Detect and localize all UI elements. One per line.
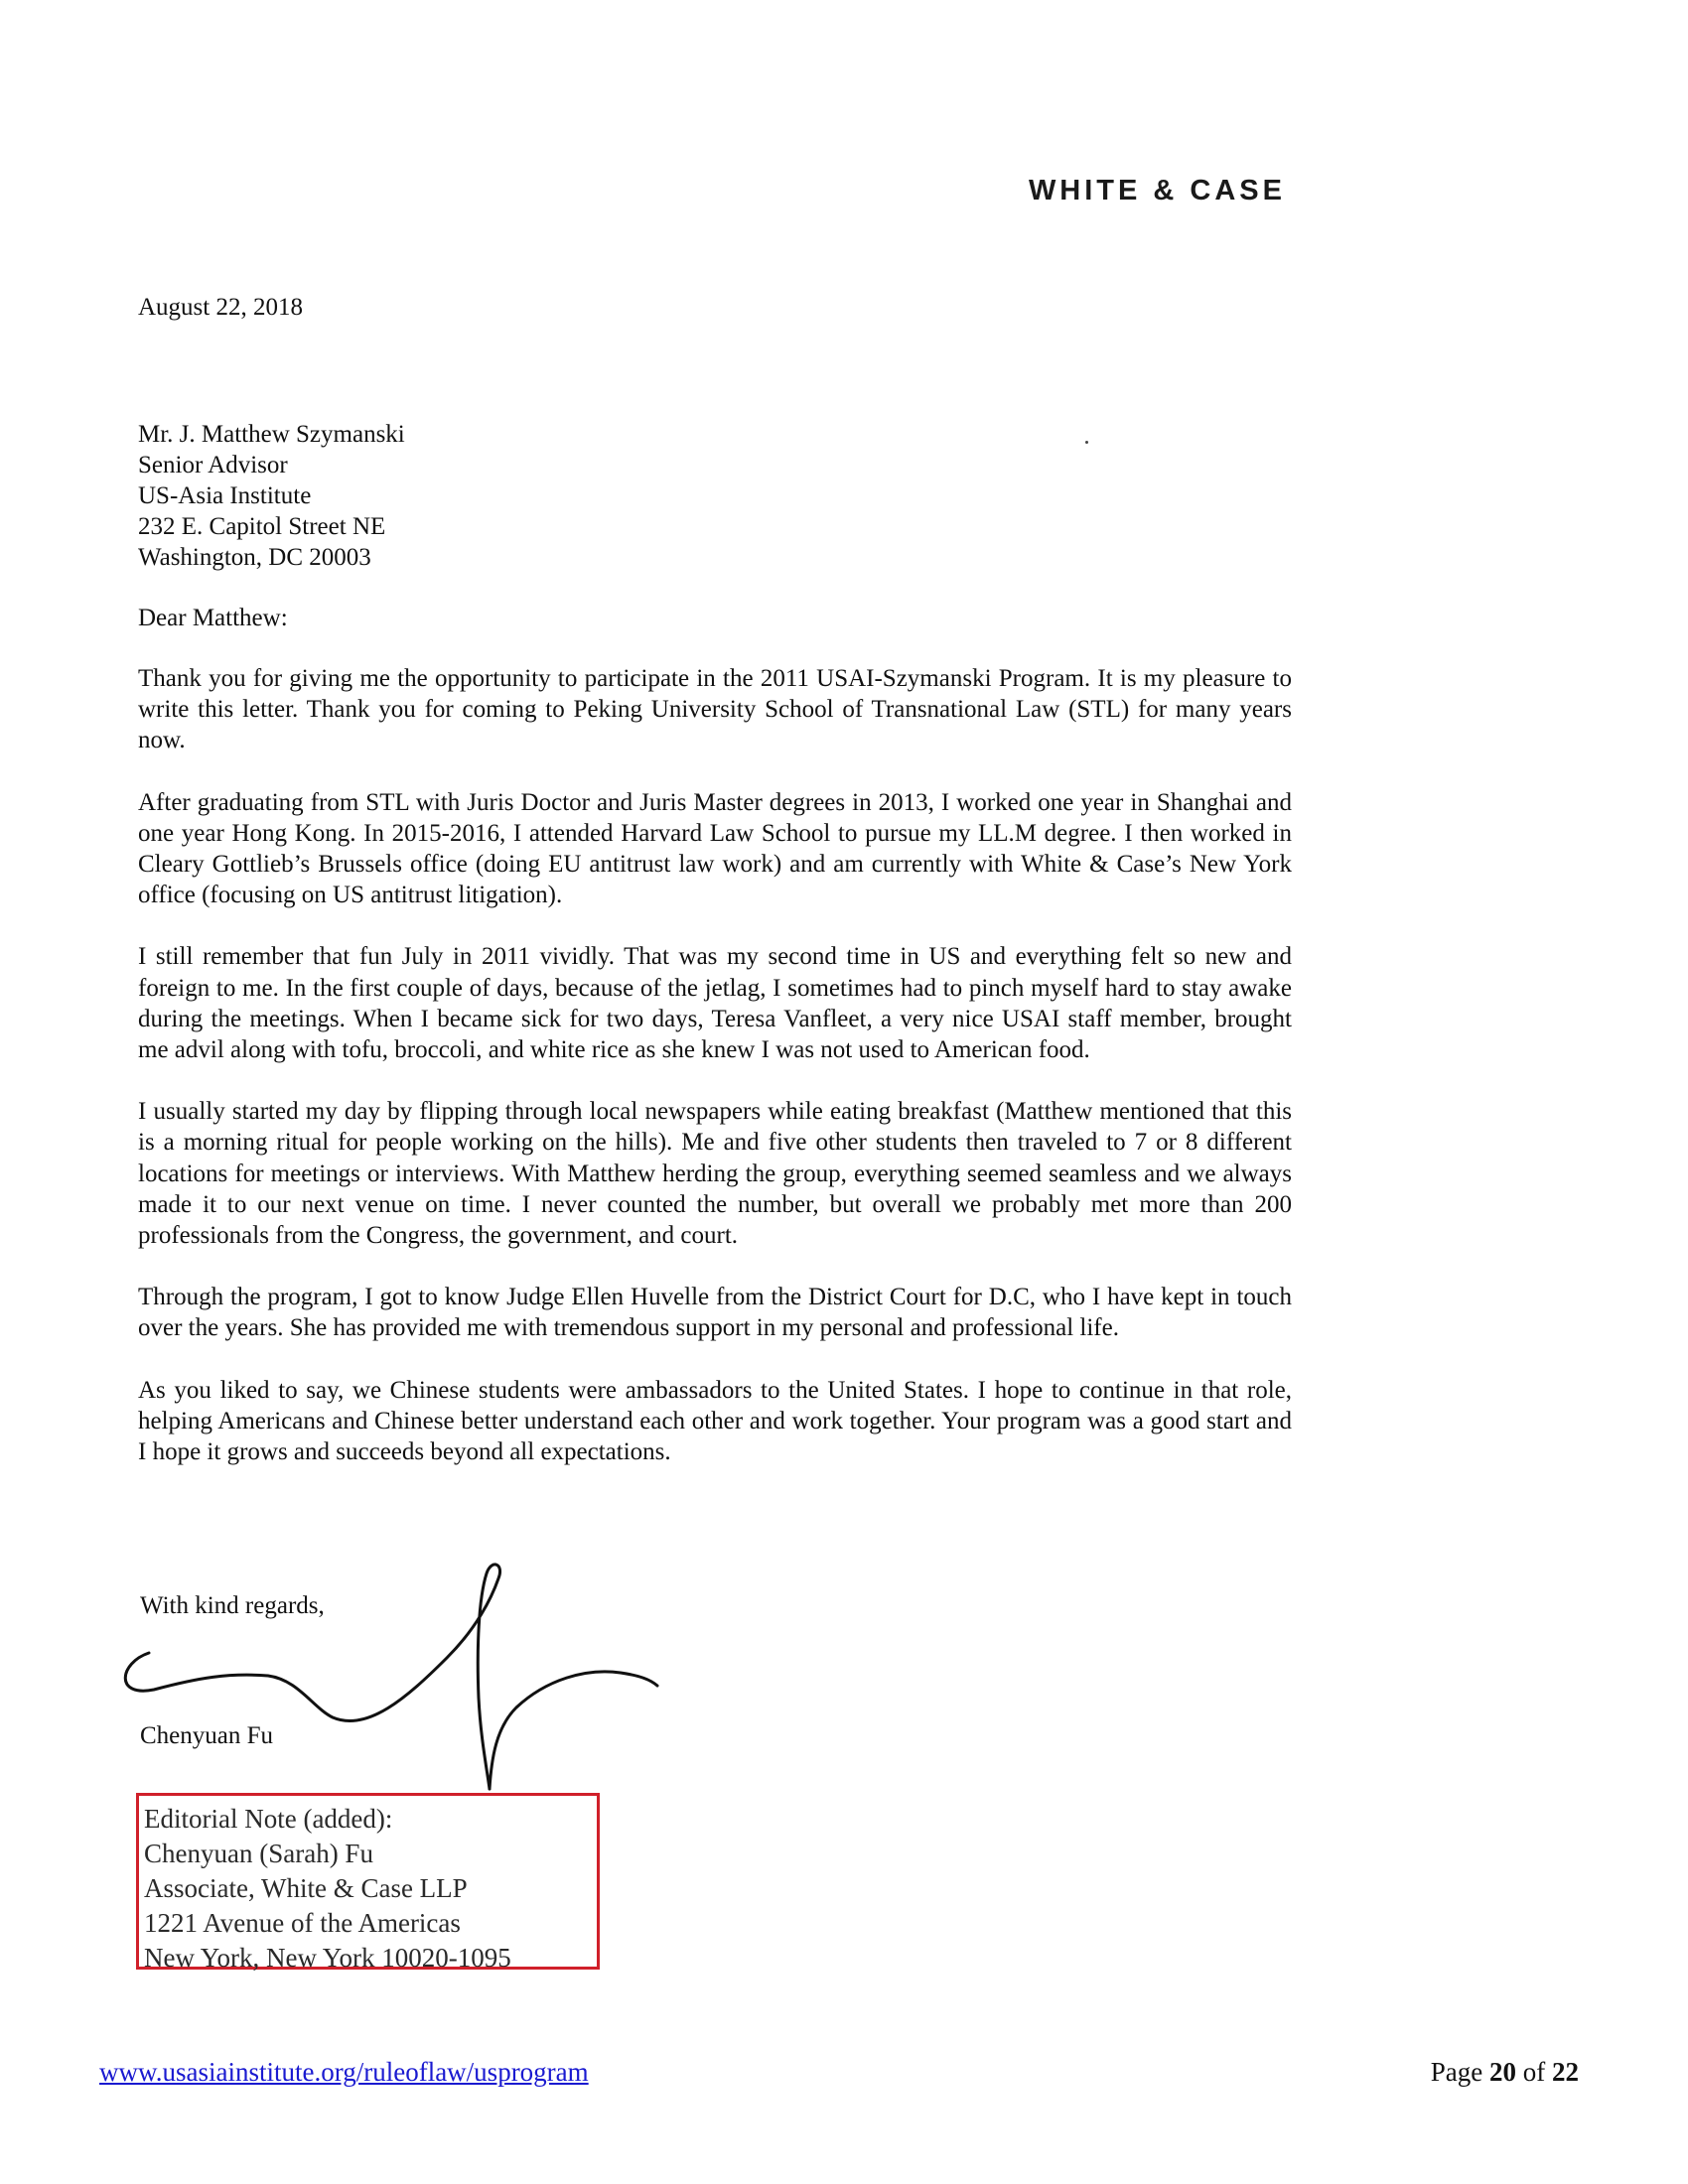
body-paragraph: I still remember that fun July in 2011 vividly. That was my second time in US and everything felt so new and foreign to me. In the first couple of days, because of the jetlag, I sometimes had to pinch myself hard to stay awake during the meetings. When I became sick for two days, Teresa Vanfleet, a very nice USAI staff member, brought me advil along with tofu, broccoli, and white rice as she knew I was not used to American food. (138, 943, 1292, 1064)
closing: With kind regards, (140, 1592, 325, 1619)
editorial-note-name: Chenyuan (Sarah) Fu (144, 1839, 373, 1868)
body-paragraph: I usually started my day by flipping through local newspapers while eating breakfast (Matthew mentioned that this is a morning ritual for people working on the hills). Me and five other students then traveled to 7 or 8 different locations for meetings or interviews. With Matthew herding the group, everything seemed seamless and we always made it to our next venue on time. I never counted the number, but overall we probably met more than 200 professionals from the Congress, the government, and court. (138, 1098, 1292, 1250)
body-paragraph: Through the program, I got to know Judge Ellen Huvelle from the District Court for D.C, who I have kept in touch over the years. She has provided me with tremendous support in my personal and professional life. (138, 1284, 1292, 1342)
editorial-note-box (136, 1793, 600, 1973)
scan-speck (1085, 441, 1088, 444)
letterhead-logo: WHITE & CASE (1028, 175, 1286, 206)
recipient-organization: US-Asia Institute (138, 482, 312, 509)
recipient-address (138, 419, 405, 573)
footer-website-link[interactable]: www.usasiainstitute.org/ruleoflaw/usprogram (99, 2057, 589, 2087)
signer-name: Chenyuan Fu (140, 1722, 274, 1749)
recipient-city: Washington, DC 20003 (138, 544, 371, 571)
body-paragraph: As you liked to say, we Chinese students were ambassadors to the United States. I hope to continue in that role, helping Americans and Chinese better understand each other and work together. Your program was a good start and I hope it grows and succeeds beyond all expectations. (138, 1376, 1292, 1466)
editorial-note-city: New York, New York 10020-1095 (144, 1943, 511, 1973)
handwritten-signature (109, 1559, 675, 1797)
page-total: 22 (1552, 2057, 1579, 2087)
body-paragraph: Thank you for giving me the opportunity to participate in the 2011 USAI-Szymanski Program. It is my pleasure to write this letter. Thank you for coming to Peking University School of Transnational Law (STL) for many years now. (138, 665, 1292, 754)
page-mid: of (1516, 2057, 1552, 2087)
editorial-note-title: Associate, White & Case LLP (144, 1873, 468, 1903)
salutation: Dear Matthew: (138, 605, 288, 631)
editorial-note-heading: Editorial Note (added): (144, 1804, 393, 1834)
letter-body (138, 663, 1292, 1498)
recipient-name: Mr. J. Matthew Szymanski (138, 421, 405, 448)
page-number (1431, 2057, 1579, 2088)
page-current: 20 (1489, 2057, 1516, 2087)
page-prefix: Page (1430, 2057, 1489, 2087)
recipient-street: 232 E. Capitol Street NE (138, 513, 386, 540)
editorial-note-street: 1221 Avenue of the Americas (144, 1908, 461, 1938)
recipient-title: Senior Advisor (138, 452, 288, 478)
body-paragraph: After graduating from STL with Juris Doctor and Juris Master degrees in 2013, I worked one year in Shanghai and one year Hong Kong. In 2015-2016, I attended Harvard Law School to pursue my LL.M degree. I then worked in Cleary Gottlieb’s Brussels office (doing EU antitrust law work) and am currently with White & Case’s New York office (focusing on US antitrust litigation). (138, 788, 1292, 909)
letter-date: August 22, 2018 (138, 294, 303, 321)
